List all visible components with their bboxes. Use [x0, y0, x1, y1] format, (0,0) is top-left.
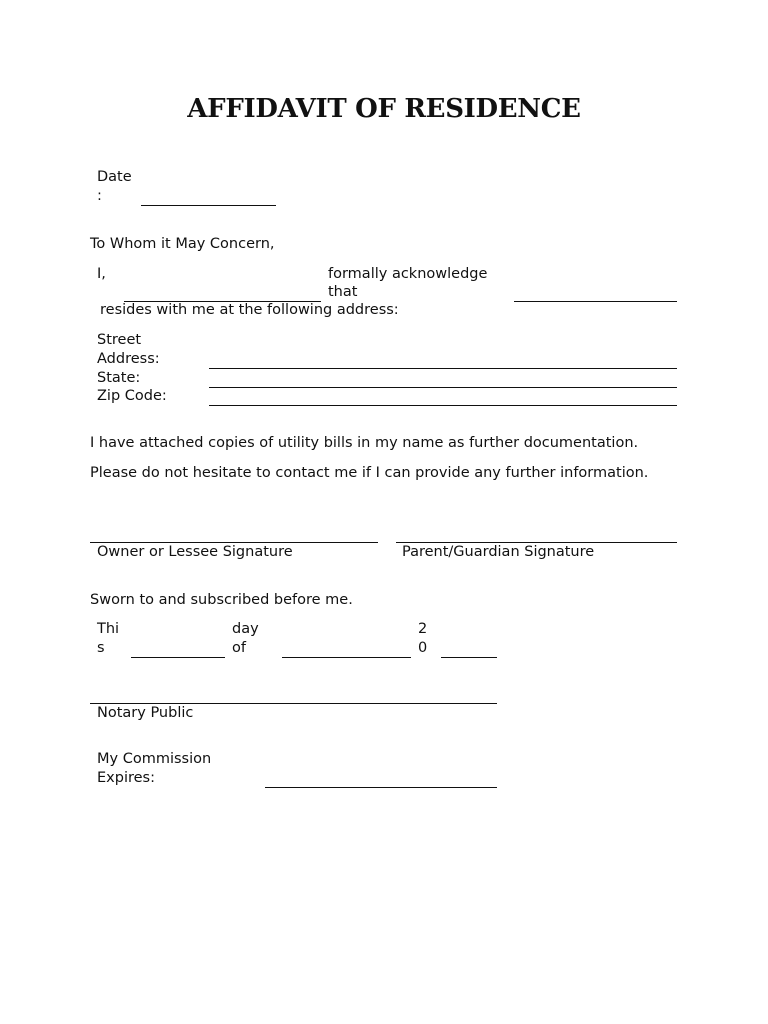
state-blank[interactable] — [209, 387, 677, 388]
commission-label-line2: Expires: — [97, 770, 155, 786]
ack-middle-line2: that — [328, 284, 358, 300]
zip-label: Zip Code: — [97, 388, 167, 404]
ack-prefix: I, — [97, 266, 106, 282]
commission-label-line1: My Commission — [97, 751, 212, 767]
street-label-line1: Street — [97, 332, 142, 348]
street-address-blank[interactable] — [209, 368, 677, 369]
resident-name-blank[interactable] — [514, 301, 677, 302]
date-label-colon: : — [97, 188, 102, 204]
this-label-line2: s — [97, 640, 105, 656]
year-blank[interactable] — [441, 657, 497, 658]
guardian-signature-label: Parent/Guardian Signature — [402, 544, 595, 560]
street-label-line2: Address: — [97, 351, 160, 367]
attached-statement: I have attached copies of utility bills in my name as further documentation. — [90, 435, 639, 451]
contact-statement: Please do not hesitate to contact me if I can provide any further information. — [90, 465, 649, 481]
ack-suffix: resides with me at the following address: — [100, 302, 399, 318]
sworn-statement: Sworn to and subscribed before me. — [90, 592, 353, 608]
day-of-label-line1: day — [232, 621, 259, 637]
ack-middle-line1: formally acknowledge — [328, 266, 488, 282]
day-blank[interactable] — [131, 657, 225, 658]
salutation-text: To Whom it May Concern, — [90, 236, 275, 252]
year-prefix-line2: 0 — [418, 640, 428, 656]
owner-signature-label: Owner or Lessee Signature — [97, 544, 293, 560]
date-label: Date — [97, 169, 132, 185]
month-blank[interactable] — [282, 657, 411, 658]
document-title: AFFIDAVIT OF RESIDENCE — [187, 94, 581, 124]
year-prefix-line1: 2 — [418, 621, 428, 637]
zip-code-blank[interactable] — [209, 405, 677, 406]
notary-label: Notary Public — [97, 705, 194, 721]
commission-expiry-blank[interactable] — [265, 787, 497, 788]
date-blank[interactable] — [141, 205, 276, 206]
day-of-label-line2: of — [232, 640, 246, 656]
state-label: State: — [97, 370, 141, 386]
this-label-line1: Thi — [97, 621, 120, 637]
